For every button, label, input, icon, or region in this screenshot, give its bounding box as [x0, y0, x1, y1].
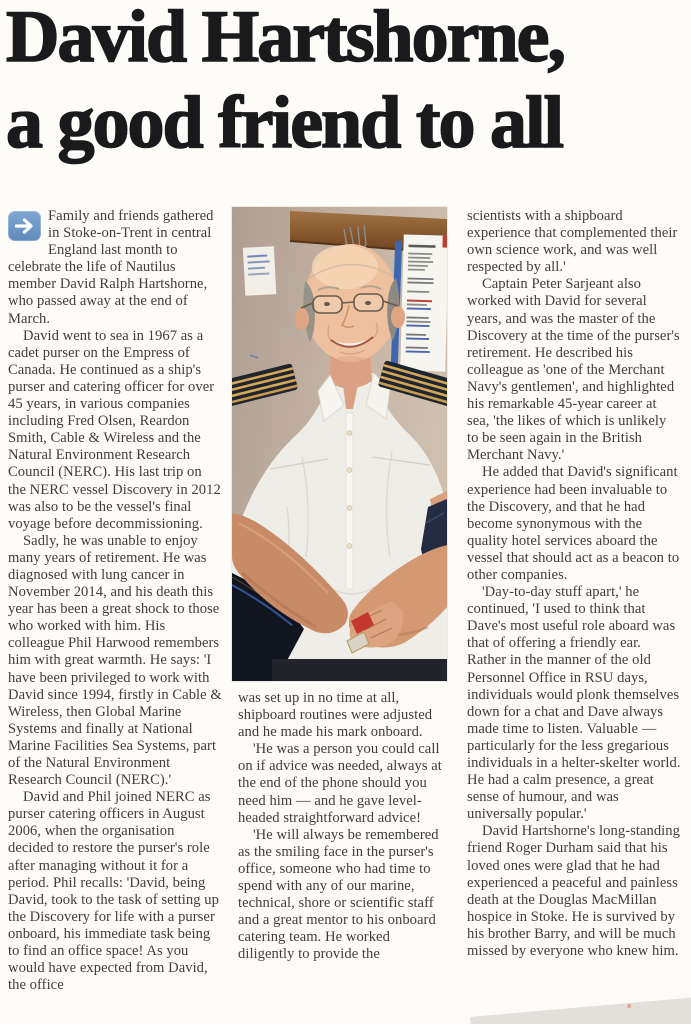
headline-line1: David Hartshorne,	[6, 0, 564, 78]
headline-line2: a good friend to all	[6, 82, 563, 164]
paragraph: scientists with a shipboard experience that complemented their own science work, and was well respected by all.'	[467, 208, 678, 276]
paragraph: 'He was a person you could call on if advice was needed, always at the end of the phone should you need him — and he gave level-headed straightforward advice!	[238, 741, 442, 826]
shirt-placket	[346, 413, 353, 589]
paragraph: He added that David's significant experience had been invaluable to the Discovery, and that he had become synonymous with the quality hotel services aboard the vessel that should act as a beacon to other companies.	[467, 464, 680, 583]
portrait-photo	[232, 207, 447, 681]
desk-front	[272, 659, 447, 681]
paragraph: David Hartshorne's long-standing friend Roger Durham said that his loved ones were glad that he had experienced a peaceful and painless death at the Douglas MacMillan hospice in Stoke. He is survived by his brother Barry, and will be much missed by everyone who knew him.	[467, 823, 680, 960]
paragraph: Sadly, he was unable to enjoy many years of retirement. He was diagnosed with lung cancer in November 2014, and his death this year has been a great shock to those who worked with him. His colleague Phil Harwood remembers him with great warmth. He says: 'I have been privileged to work with David since 1994, firstly in Cable & Wireless, then Global Marine Systems and finally at National Marine Facilities Sea Systems, part of the Natural Environment Research Council (NERC).'	[8, 532, 222, 789]
paragraph-text: Family and friends gathered in Stoke-on-Trent in central England last month to celebrate the life of Nautilus member David Ralph Hartshorne, who passed away at the end of March.	[8, 208, 214, 327]
paragraph: Captain Peter Sarjeant also worked with David for several years, and was the master of the Discovery at the time of the purser's retirement. He described his colleague as 'one of the Merchant Navy's gentlemen', and highlighted his remarkable 45-year career at sea, 'the likes of which is unlikely to be seen again in the British Merchant Navy.'	[467, 276, 680, 464]
pinned-note-left	[243, 246, 276, 296]
column-1	[8, 208, 222, 994]
paragraph: was set up in no time at all, shipboard routines were adjusted and he made his mark onboard.	[238, 690, 433, 741]
paragraph: David and Phil joined NERC as purser catering officers in August 2006, when the organisation decided to restore the purser's role after managing without it for a period. Phil recalls: 'David, being David, took to the task of setting up the Discovery for life with a purser onboard, his immediate task being to find an office space! As you would have expected from David, the office	[8, 789, 220, 994]
page-curl-artifact	[470, 995, 691, 1024]
scan-dot-artifact	[627, 1004, 631, 1008]
ear-right	[391, 306, 405, 328]
ear-left	[295, 308, 309, 330]
pinned-notice-right	[400, 234, 447, 371]
column-2	[238, 690, 450, 964]
portrait-photo-graphic	[232, 207, 447, 681]
headline	[6, 0, 691, 166]
paragraph: 'He will always be remembered as the smiling face in the purser's office, someone who had time to spend with any of our marine, technical, shore or scientific staff and a great mentor to his onboard catering team. He worked diligently to provide the	[238, 826, 439, 963]
arrow-right-icon	[8, 211, 41, 241]
paragraph: David went to sea in 1967 as a cadet purser on the Empress of Canada. He continued as a ship's purser and catering officer for over 45 years, in various companies including Fred Olsen, Reardon Smith, Cable & Wireless and the Natural Environment Research Council (NERC). His last trip on the NERC vessel Discovery in 2012 was also to be the vessel's final voyage before decommissioning.	[8, 327, 221, 532]
column-3	[467, 208, 681, 960]
paragraph: 'Day-to-day stuff apart,' he continued, 'I used to think that Dave's most useful role aboard was that of offering a friendly ear. Rather in the manner of the old Personnel Office in RSU days, individuals would plonk themselves down for a chat and Dave always made time to listen. Valuable — particularly for the less gregarious individuals in a helter-skelter world. He had a calm presence, a great sense of humour, and was universally popular.'	[467, 584, 681, 823]
paragraph	[8, 208, 222, 328]
